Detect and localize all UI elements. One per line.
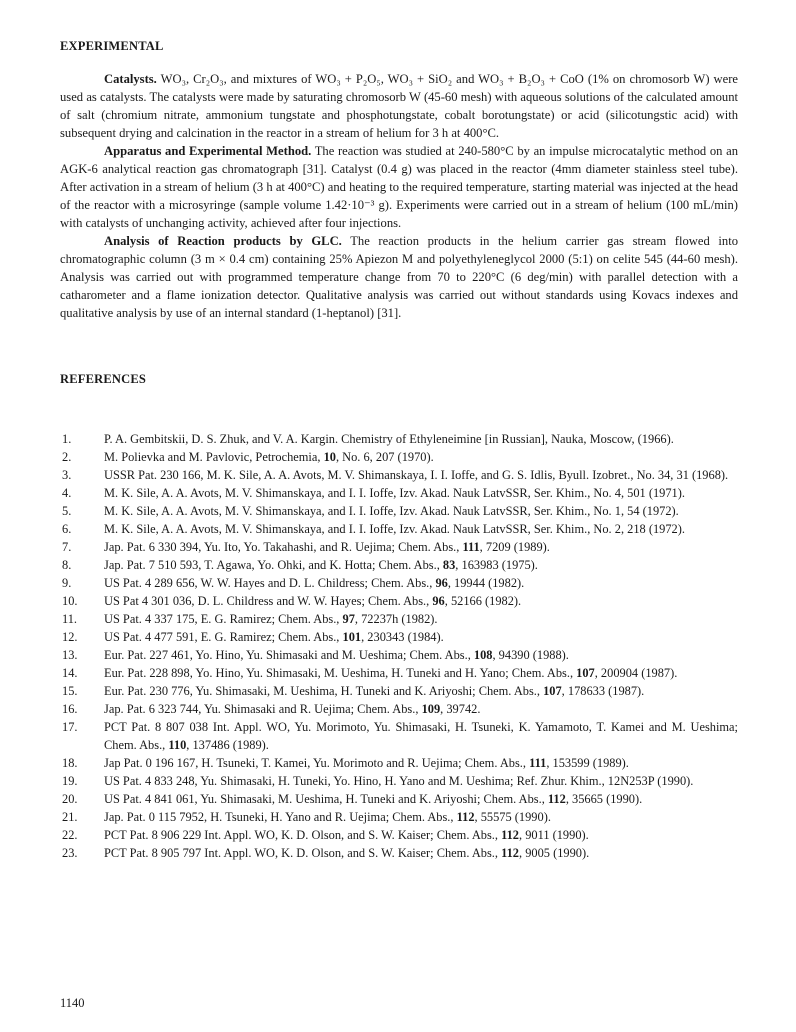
reference-text bbox=[104, 790, 738, 808]
reference-number: 23. bbox=[62, 846, 78, 860]
reference-item bbox=[60, 610, 738, 628]
reference-text-part: PCT Pat. 8 905 797 Int. Appl. WO, K. D. Olson, and S. W. Kaiser; Chem. Abs., bbox=[104, 846, 502, 860]
reference-text-part: , 9005 (1990). bbox=[519, 846, 590, 860]
reference-text-part: , 200904 (1987). bbox=[594, 666, 678, 680]
reference-volume: 112 bbox=[547, 792, 566, 806]
reference-text-part: M. K. Sile, A. A. Avots, M. V. Shimanskaya, and I. I. Ioffe, Izv. Akad. Nauk LatvSSR, Ser. Khim., No. 1, 54 (1972). bbox=[104, 504, 679, 518]
reference-volume: 108 bbox=[473, 648, 493, 662]
reference-text-part: , 35665 (1990). bbox=[565, 792, 643, 806]
experimental-section bbox=[60, 70, 738, 322]
reference-text-part: PCT Pat. 8 906 229 Int. Appl. WO, K. D. Olson, and S. W. Kaiser; Chem. Abs., bbox=[104, 828, 502, 842]
reference-text bbox=[104, 502, 738, 520]
apparatus-text: The reaction was studied at 240-580°C by an impulse microcatalytic method on an AGK-6 analytical reaction gas chromatograph [31]. Catalyst (0.4 g) was placed in the reactor (4mm diameter stainless steel tube). After activation in a stream of helium (3 h at 400°C) and heating to the required temperature, starting material was injected at the head of the reactor with a microsyringe (sample volume 1.42·10⁻³ g). Experiments were carried out in a stream of helium (100 mL/min) with catalysts of unchanging activity, achieved after four injections. bbox=[60, 144, 738, 230]
reference-item bbox=[60, 844, 738, 862]
reference-text-part: , 178633 (1987). bbox=[561, 684, 645, 698]
reference-volume: 112 bbox=[501, 846, 519, 860]
reference-item bbox=[60, 700, 738, 718]
reference-volume: 110 bbox=[168, 738, 187, 752]
reference-text bbox=[104, 772, 738, 790]
reference-number: 5. bbox=[62, 504, 72, 518]
references-heading: REFERENCES bbox=[60, 372, 147, 386]
reference-text-part: Eur. Pat. 230 776, Yu. Shimasaki, M. Ueshima, H. Tuneki and K. Ariyoshi; Chem. Abs., bbox=[104, 684, 544, 698]
reference-text-part: US Pat 4 301 036, D. L. Childress and W. W. Hayes; Chem. Abs., bbox=[104, 594, 433, 608]
reference-text bbox=[104, 754, 738, 772]
reference-text-part: PCT Pat. 8 807 038 Int. Appl. WO, Yu. Morimoto, Yu. Shimasaki, H. Tsuneki, K. Yamamoto, T. Kamei and M. Ueshima; Chem. Abs., bbox=[104, 720, 738, 752]
reference-number: 11. bbox=[62, 612, 78, 626]
reference-text-part: , 163983 (1975). bbox=[455, 558, 538, 572]
reference-item bbox=[60, 682, 738, 700]
reference-volume: 107 bbox=[576, 666, 595, 680]
reference-item bbox=[60, 718, 738, 754]
reference-text-part: US Pat. 4 841 061, Yu. Shimasaki, M. Ueshima, H. Tuneki and K. Ariyoshi; Chem. Abs., bbox=[104, 792, 548, 806]
analysis-paragraph bbox=[60, 232, 738, 322]
reference-number: 20. bbox=[62, 792, 78, 806]
reference-text bbox=[104, 718, 738, 754]
reference-number: 1. bbox=[62, 432, 72, 446]
reference-number: 16. bbox=[62, 702, 78, 716]
reference-item bbox=[60, 826, 738, 844]
reference-text-part: US Pat. 4 337 175, E. G. Ramirez; Chem. Abs., bbox=[104, 612, 343, 626]
reference-text-part: M. K. Sile, A. A. Avots, M. V. Shimanskaya, and I. I. Ioffe, Izv. Akad. Nauk LatvSSR, Ser. Khim., No. 2, 218 (1972). bbox=[104, 522, 685, 536]
reference-text-part: , 19944 (1982). bbox=[447, 576, 525, 590]
reference-text-part: Eur. Pat. 227 461, Yo. Hino, Yu. Shimasaki and M. Ueshima; Chem. Abs., bbox=[104, 648, 474, 662]
reference-volume: 96 bbox=[435, 576, 448, 590]
analysis-text: The reaction products in the helium carrier gas stream flowed into chromatographic column (3 m × 0.4 cm) containing 25% Apiezon M and polyethyleneglycol 2000 (5:1) on celite 545 (44-60 mesh). Analysis was carried out with programmed temperature change from 70 to 220°C (6 deg/min) with parallel detection with a catharometer and a flame ionization detector. Qualitative analysis was carried out without standards using Kovacs indexes and qualitative analysis by use of an internal standard (1-heptanol) [31]. bbox=[60, 234, 738, 320]
reference-number: 9. bbox=[62, 576, 72, 590]
reference-item bbox=[60, 448, 738, 466]
reference-number: 21. bbox=[62, 810, 78, 824]
reference-item bbox=[60, 484, 738, 502]
reference-text bbox=[104, 484, 738, 502]
reference-text-part: USSR Pat. 230 166, M. K. Sile, A. A. Avots, M. V. Shimanskaya, I. I. Ioffe, and G. S. Idlis, Byull. Izobret., No. 34, 31 (1968). bbox=[104, 468, 729, 482]
reference-volume: 96 bbox=[432, 594, 445, 608]
reference-text bbox=[104, 520, 738, 538]
reference-text bbox=[104, 700, 738, 718]
reference-number: 14. bbox=[62, 666, 78, 680]
reference-item bbox=[60, 754, 738, 772]
reference-item bbox=[60, 772, 738, 790]
reference-volume: 109 bbox=[421, 702, 441, 716]
reference-number: 2. bbox=[62, 450, 72, 464]
catalysts-paragraph bbox=[60, 70, 738, 142]
reference-number: 4. bbox=[62, 486, 72, 500]
reference-text-part: US Pat. 4 833 248, Yu. Shimasaki, H. Tuneki, Yo. Hino, H. Yano and M. Ueshima; Ref. Zhur. Khim., 12N253P (1990). bbox=[104, 774, 694, 788]
reference-number: 3. bbox=[62, 468, 72, 482]
reference-text bbox=[104, 538, 738, 556]
experimental-heading: EXPERIMENTAL bbox=[60, 39, 164, 53]
reference-item bbox=[60, 592, 738, 610]
reference-text-part: M. Polievka and M. Pavlovic, Petrochemia, bbox=[104, 450, 324, 464]
reference-item bbox=[60, 664, 738, 682]
reference-volume: 112 bbox=[501, 828, 519, 842]
reference-text-part: Jap. Pat. 6 323 744, Yu. Shimasaki and R. Uejima; Chem. Abs., bbox=[104, 702, 422, 716]
reference-item bbox=[60, 466, 738, 484]
reference-item bbox=[60, 430, 738, 448]
reference-text-part: Jap Pat. 0 196 167, H. Tsuneki, T. Kamei, Yu. Morimoto and R. Uejima; Chem. Abs., bbox=[104, 756, 530, 770]
reference-text-part: , 7209 (1989). bbox=[479, 540, 550, 554]
reference-volume: 10 bbox=[323, 450, 336, 464]
reference-item bbox=[60, 574, 738, 592]
reference-item bbox=[60, 790, 738, 808]
reference-number: 12. bbox=[62, 630, 78, 644]
reference-text-part: P. A. Gembitskii, D. S. Zhuk, and V. A. Kargin. Chemistry of Ethyleneimine [in Russian], Nauka, Moscow, (1966). bbox=[104, 432, 674, 446]
reference-item bbox=[60, 808, 738, 826]
reference-item bbox=[60, 628, 738, 646]
reference-text-part: US Pat. 4 289 656, W. W. Hayes and D. L. Childress; Chem. Abs., bbox=[104, 576, 436, 590]
reference-item bbox=[60, 538, 738, 556]
reference-volume: 97 bbox=[342, 612, 355, 626]
reference-text bbox=[104, 844, 738, 862]
apparatus-paragraph bbox=[60, 142, 738, 232]
reference-item bbox=[60, 556, 738, 574]
reference-text-part: Jap. Pat. 0 115 7952, H. Tsuneki, H. Yano and R. Uejima; Chem. Abs., bbox=[104, 810, 457, 824]
reference-number: 22. bbox=[62, 828, 78, 842]
reference-text bbox=[104, 808, 738, 826]
reference-volume: 111 bbox=[529, 756, 547, 770]
reference-text-part: , 137486 (1989). bbox=[186, 738, 269, 752]
reference-volume: 112 bbox=[456, 810, 475, 824]
reference-text bbox=[104, 664, 738, 682]
apparatus-lead: Apparatus and Experimental Method. bbox=[104, 144, 312, 158]
reference-text-part: , No. 6, 207 (1970). bbox=[335, 450, 434, 464]
reference-volume: 107 bbox=[543, 684, 562, 698]
catalysts-lead: Catalysts. bbox=[104, 72, 157, 86]
reference-volume: 83 bbox=[442, 558, 456, 572]
reference-text bbox=[104, 592, 738, 610]
reference-text bbox=[104, 430, 738, 448]
analysis-lead: Analysis of Reaction products by GLC. bbox=[104, 234, 342, 248]
reference-text bbox=[104, 574, 738, 592]
reference-text bbox=[104, 646, 738, 664]
reference-item bbox=[60, 520, 738, 538]
reference-text-part: , 39742. bbox=[440, 702, 481, 716]
reference-number: 15. bbox=[62, 684, 78, 698]
reference-text bbox=[104, 556, 738, 574]
page-number: 1140 bbox=[60, 996, 85, 1010]
reference-text-part: Jap. Pat. 6 330 394, Yu. Ito, Yo. Takahashi, and R. Uejima; Chem. Abs., bbox=[104, 540, 463, 554]
reference-text-part: , 72237h (1982). bbox=[354, 612, 438, 626]
reference-item bbox=[60, 646, 738, 664]
reference-text-part: , 94390 (1988). bbox=[492, 648, 569, 662]
reference-text bbox=[104, 826, 738, 844]
reference-text-part: Eur. Pat. 228 898, Yo. Hino, Yu. Shimasaki, M. Ueshima, H. Tuneki and H. Yano; Chem. Abs., bbox=[104, 666, 577, 680]
reference-text bbox=[104, 466, 738, 484]
reference-text bbox=[104, 682, 738, 700]
reference-number: 18. bbox=[62, 756, 78, 770]
reference-text-part: , 52166 (1982). bbox=[444, 594, 522, 608]
references-list bbox=[60, 430, 738, 862]
reference-number: 19. bbox=[62, 774, 78, 788]
reference-number: 6. bbox=[62, 522, 72, 536]
reference-number: 13. bbox=[62, 648, 78, 662]
reference-text-part: , 153599 (1989). bbox=[546, 756, 629, 770]
reference-text bbox=[104, 628, 738, 646]
reference-text-part: Jap. Pat. 7 510 593, T. Agawa, Yo. Ohki, and K. Hotta; Chem. Abs., bbox=[104, 558, 443, 572]
reference-number: 17. bbox=[62, 720, 78, 734]
reference-number: 8. bbox=[62, 558, 72, 572]
reference-text bbox=[104, 610, 738, 628]
reference-volume: 101 bbox=[342, 630, 362, 644]
reference-item bbox=[60, 502, 738, 520]
reference-text bbox=[104, 448, 738, 466]
reference-number: 10. bbox=[62, 594, 78, 608]
reference-text-part: , 9011 (1990). bbox=[519, 828, 589, 842]
reference-text-part: , 55575 (1990). bbox=[474, 810, 551, 824]
reference-number: 7. bbox=[62, 540, 72, 554]
reference-text-part: , 230343 (1984). bbox=[361, 630, 444, 644]
reference-text-part: M. K. Sile, A. A. Avots, M. V. Shimanskaya, and I. I. Ioffe, Izv. Akad. Nauk LatvSSR, Ser. Khim., No. 4, 501 (1971). bbox=[104, 486, 685, 500]
reference-volume: 111 bbox=[462, 540, 480, 554]
catalysts-text: WO₃, Cr₂O₃, and mixtures of WO₃ + P₂O₅, WO₃ + SiO₂ and WO₃ + B₂O₃ + CoO (1% on chromosorb W) were used as catalysts. The catalysts were made by saturating chromosorb W (45-60 mesh) with aqueous solutions of the calculated amount of salt (chromium nitrate, ammonium tungstate and phosphotungstate, cobalt borotungstate) or acid (silicotungstic acid) with subsequent drying and calcination in the reactor in a stream of helium for 3 h at 400°C. bbox=[60, 72, 738, 140]
reference-text-part: US Pat. 4 477 591, E. G. Ramirez; Chem. Abs., bbox=[104, 630, 343, 644]
